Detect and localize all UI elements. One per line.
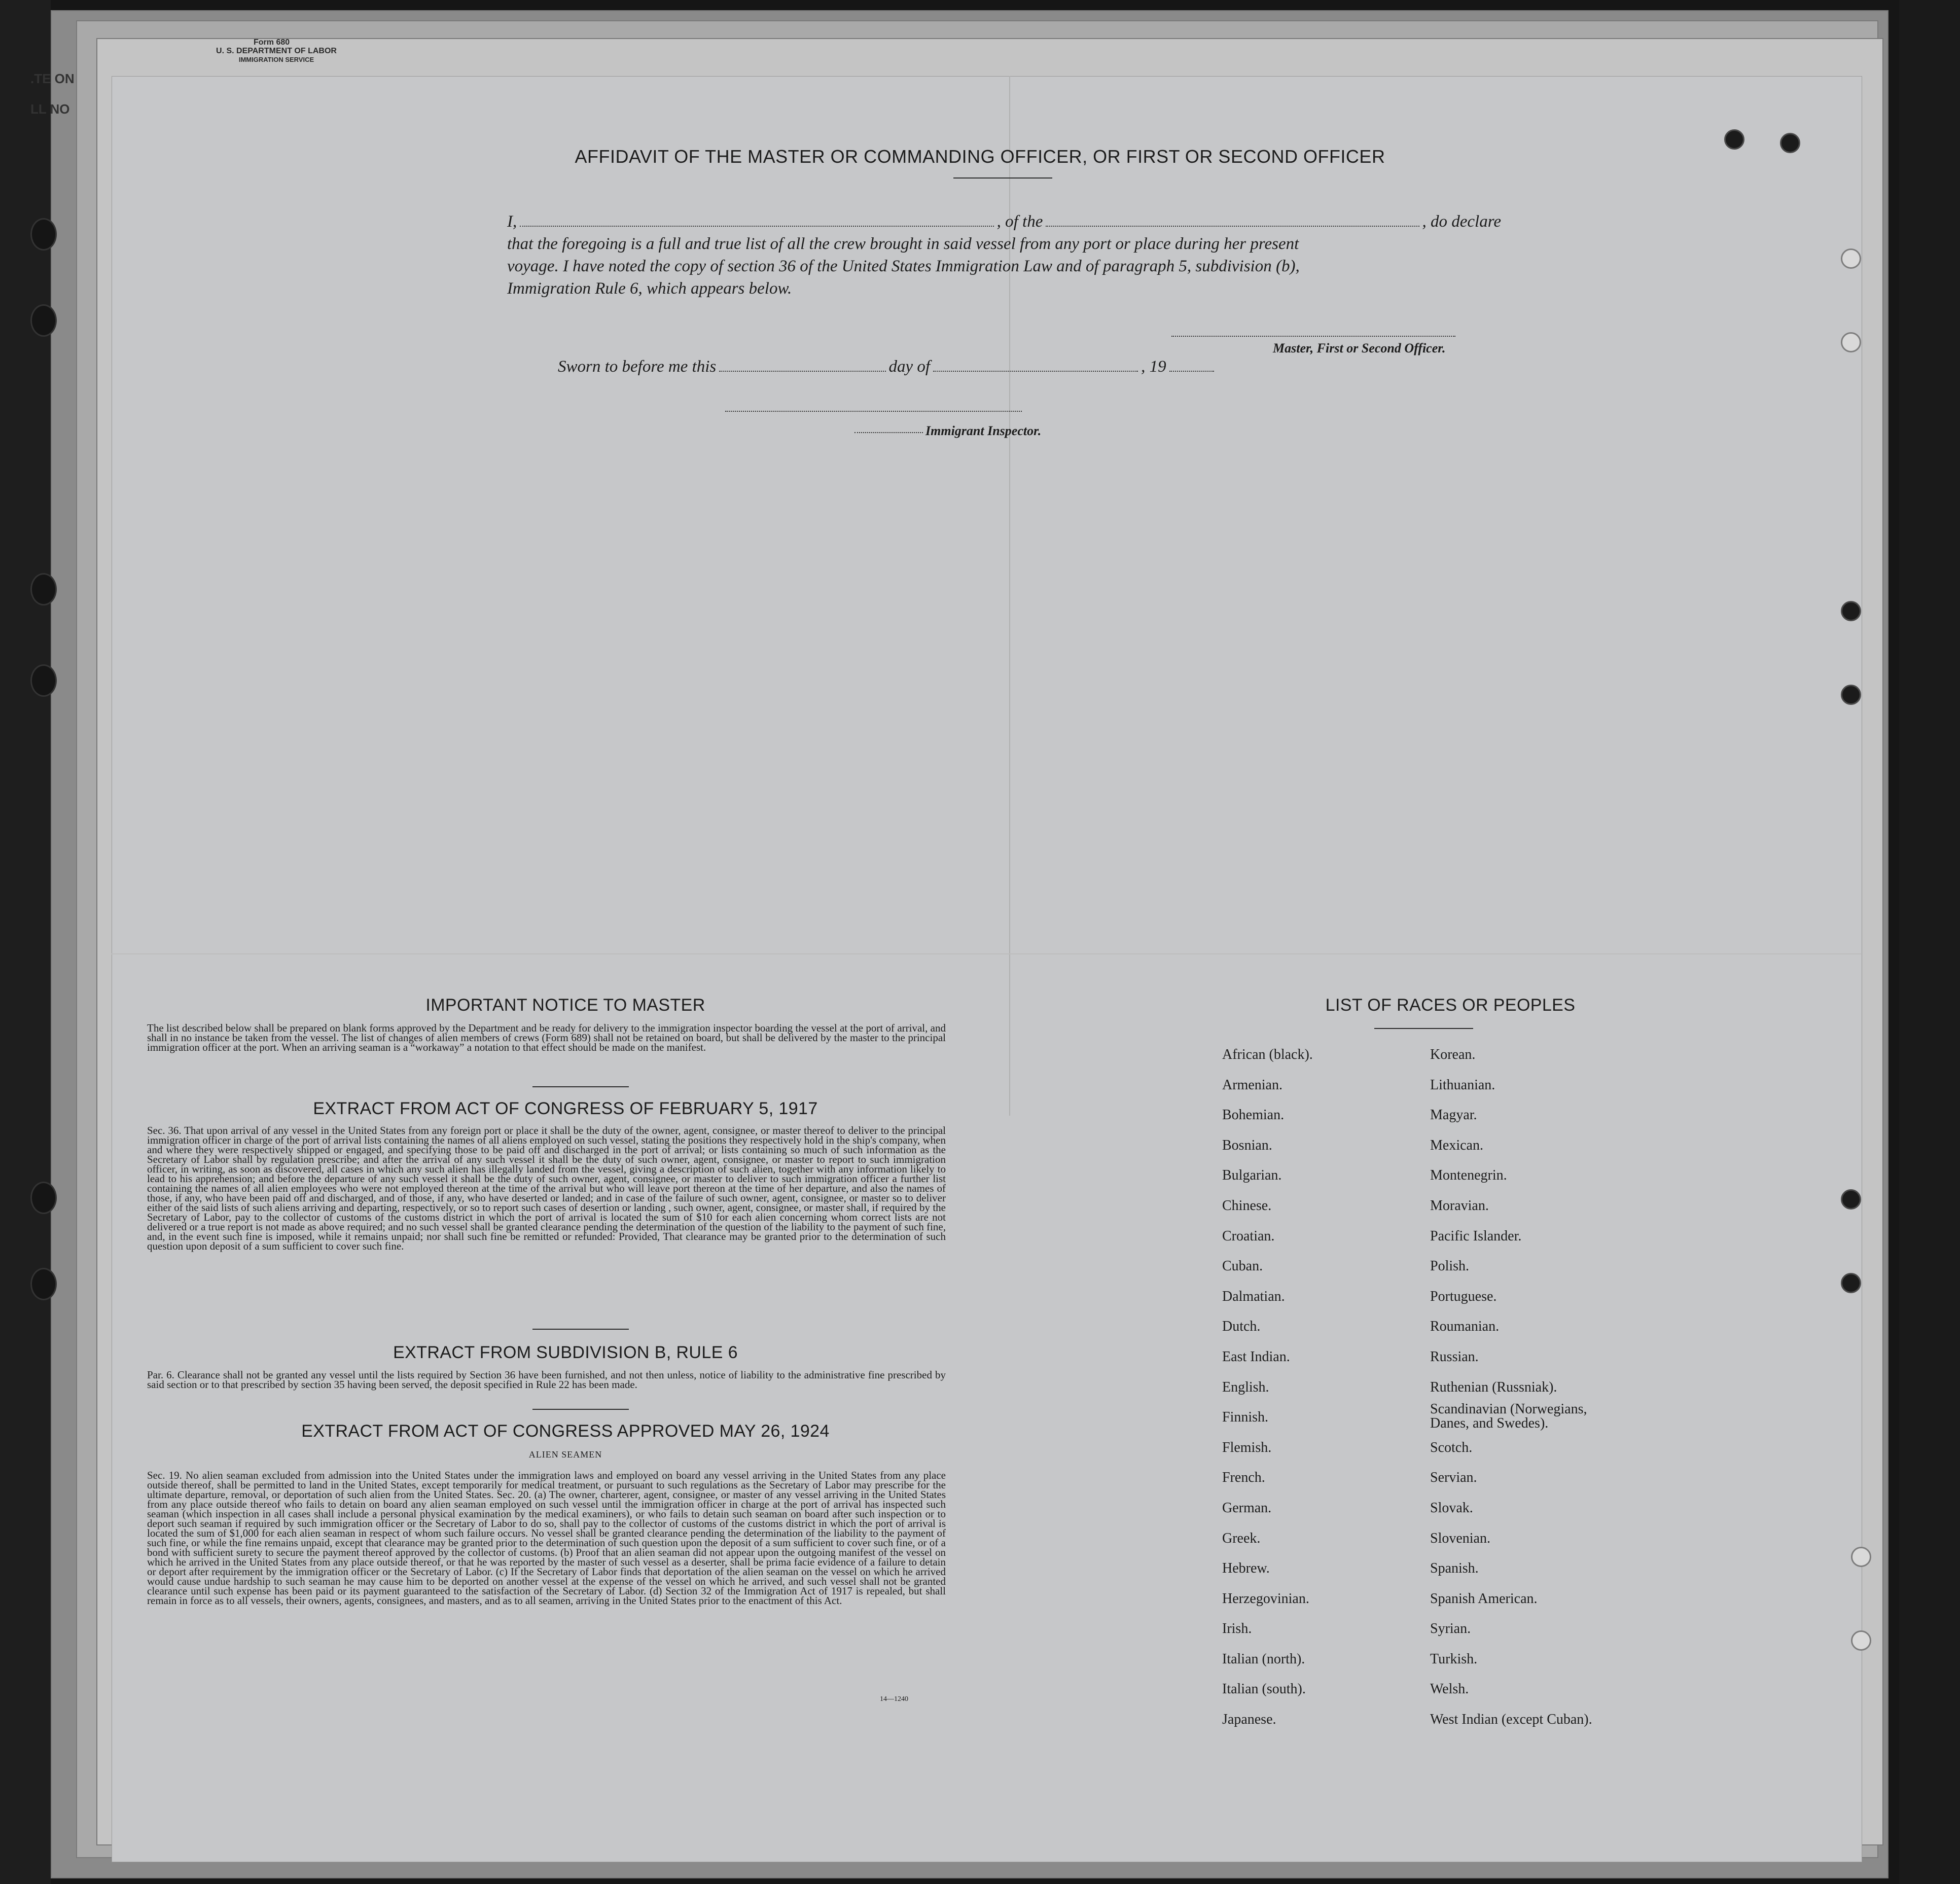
list-item: Servian. (1430, 1470, 1477, 1486)
inspector-dots (854, 431, 923, 433)
declaration-line-3: voyage. I have noted the copy of section 36 of the United States Immigration Law and of paragraph 5, subdivision (b), (507, 257, 1300, 275)
list-item: Korean. (1430, 1047, 1476, 1062)
list-item: Spanish American. (1430, 1590, 1538, 1607)
list-item: Slovenian. (1430, 1530, 1490, 1546)
inspector-signature-line[interactable] (725, 410, 1022, 412)
sworn-year-prefix: , 19 (1141, 358, 1166, 376)
binder-hole (30, 218, 57, 251)
edge-fragment: LL NO (30, 101, 70, 117)
service-name: IMMIGRATION SERVICE (238, 56, 314, 63)
list-item: Italian (north). (1222, 1651, 1305, 1667)
extract1-text: Sec. 36. That upon arrival of any vessel in the United States from any foreign port or place it shall be the duty of the owner, agent, consignee, or master thereof to deliver to the principal immigration officer in charge of the port of arrival lists containing the names of all aliens employed on such vessel, stating the positions they respectively hold in the ship's company, when and where they were respectively shipped or engaged, and specifying those to be paid off and discharged in the port of arrival; or lists containing so much of such information as the Secretary of Labor shall by regulation prescribe; and after the arrival of any such vessel it shall be the duty of such owner, agent, consignee, or master to report to such immigration officer, in writing, as soon as discovered, all cases in which any such alien has illegally landed from the vessel, giving a description of such alien, together with any information likely to lead to his apprehension; and before the departure of any such vessel it shall be the duty of such owner, agent, consignee, or master to deliver to such immigration officer a further list containing the names of all alien employees who were not employed thereon at the time of the arrival but who will leave port thereon at the time of her departure, and also the names of those, if any, who have been paid off and discharged, and of those, if any, who have deserted or landed; and in case of the failure of such owner, agent, consignee, or master so to deliver either of the said lists of such aliens arriving and departing, respectively, or so to report such cases of desertion or landing , such owner, agent, consignee, or master shall, if required by the Secretary of Labor, pay to the collector of customs of the customs district in which the port of arrival is located the sum of $10 for each alien concerning whom correct lists are not delivered or a true report is not made as above required; and no such vessel shall be granted clearance pending the determination of the question of the liability to the payment of such fine, and, in the event such fine is imposed, while it remains unpaid; nor shall such fine be remitted or refunded: Provided, That clearance may be granted prior to the determination of such question upon deposit of a sum sufficient to cover such fine. (147, 1124, 946, 1252)
binder-hole (30, 664, 57, 697)
vessel-field[interactable] (1046, 212, 1419, 227)
punch-hole (1841, 248, 1861, 269)
list-item: Pacific Islander. (1430, 1228, 1522, 1244)
list-item: Slovak. (1430, 1500, 1473, 1516)
affidavit-title: AFFIDAVIT OF THE MASTER OR COMMANDING OFFICER, OR FIRST OR SECOND OFFICER (575, 146, 1385, 167)
punch-hole (1841, 685, 1861, 705)
list-item: African (black). (1222, 1047, 1313, 1062)
notice-text: The list described below shall be prepared on blank forms approved by the Department and be ready for delivery to the immigration inspector boarding the vessel at the port of arrival, and shall in no instance be taken from the vessel. The list of changes of alien members of crews (Form 689) shall not be retained on board, but shall be delivered by the master to the principal immigration officer at the port. When an arriving seaman is a “workaway” a notation to that effect should be made on the manifest. (147, 1022, 946, 1053)
punch-hole (1851, 1547, 1871, 1567)
list-item: German. (1222, 1500, 1272, 1516)
list-item: Scandinavian (Norwegians, Danes, and Swedes). (1430, 1401, 1587, 1432)
master-signature-line[interactable] (1171, 335, 1455, 337)
extract2-title: EXTRACT FROM SUBDIVISION B, RULE 6 (393, 1343, 738, 1362)
extract3-text: Sec. 19. No alien seaman excluded from admission into the United States under the immigration laws and employed on board any vessel arriving in the United States from any place outside thereof, shall be permitted to land in the United States, except temporarily for medical treatment, or pursuant to such regulations as the Secretary of Labor may prescribe for the ultimate departure, removal, or deportation of such alien from the United States. Sec. 20. (a) The owner, charterer, agent, consignee, or master of any vessel arriving in the United States from any place outside thereof who fails to detain on board any alien seaman employed on such vessel until the immigration officer in charge at the port of arrival has inspected such seaman (which inspection in all cases shall include a personal physical examination by the medical examiners), or who fails to detain such seaman on board after such inspection or to deport such seaman if required by such immigration officer or the Secretary of Labor to do so, shall pay to the collector of customs of the customs district in which the port of arrival is located the sum of $1,000 for each alien seaman in respect of whom such failure occurs. No vessel shall be granted clearance pending the determination of the liability to the payment of such fine, or while the fine remains unpaid, except that clearance may be granted prior to the determination of such question upon the deposit of a sum sufficient to cover such fine, or of a bond with sufficient surety to secure the payment thereof approved by the collector of customs. (b) Proof that an alien seaman did not appear upon the outgoing manifest of the vessel on which he arrived in the United States from any place outside thereof, or that he was reported by the master of such vessel as a deserter, shall be prima facie evidence of a failure to detain or deport after requirement by the immigration officer or the Secretary of Labor. (c) If the Secretary of Labor finds that deportation of the alien seaman on the vessel on which he arrived would cause undue hardship to such seaman he may cause him to be deported on another vessel at the expense of the vessel on which he arrived, and such vessel shall not be granted clearance until such expense has been paid or its payment guaranteed to the satisfaction of the Secretary of Labor. (d) Section 32 of the Immigration Act of 1917 is repealed, but shall remain in force as to all vessels, their owners, agents, consignees, and masters, and as to all seamen, arriving in the United States prior to the enactment of this Act. (147, 1469, 946, 1607)
scanner-background-left (0, 0, 51, 1884)
list-item: English. (1222, 1379, 1269, 1395)
notice-title: IMPORTANT NOTICE TO MASTER (425, 996, 705, 1015)
binder-hole (30, 1182, 57, 1214)
punch-hole (1841, 1273, 1861, 1293)
list-item: Russian. (1430, 1348, 1479, 1365)
list-item: Armenian. (1222, 1077, 1282, 1093)
section-rule (532, 1086, 629, 1087)
list-item: Mexican. (1430, 1137, 1483, 1153)
form-number: Form 680 (254, 38, 290, 47)
list-item: Italian (south). (1222, 1681, 1306, 1697)
extract3-subtitle: ALIEN SEAMEN (528, 1449, 602, 1460)
list-item: Ruthenian (Russniak). (1430, 1379, 1557, 1395)
section-rule (532, 1329, 629, 1330)
races-title: LIST OF RACES OR PEOPLES (1325, 996, 1576, 1015)
list-item: Irish. (1222, 1621, 1252, 1637)
form-header (193, 38, 360, 64)
list-item: Herzegovinian. (1222, 1590, 1309, 1607)
extract3-title: EXTRACT FROM ACT OF CONGRESS APPROVED MAY 26, 1924 (301, 1421, 830, 1441)
section-rule (532, 1409, 629, 1410)
list-item: Roumanian. (1430, 1319, 1500, 1335)
declaration-i: I, (507, 212, 517, 231)
sworn-month-field[interactable] (933, 358, 1138, 372)
list-item: Finnish. (1222, 1409, 1269, 1426)
list-item: Welsh. (1430, 1681, 1469, 1697)
declaration-of-the: , of the (996, 212, 1043, 231)
races-column-2 (1430, 1040, 1613, 1735)
list-item: Bohemian. (1222, 1107, 1285, 1123)
list-item: Flemish. (1222, 1439, 1272, 1455)
inspector-label: Immigrant Inspector. (925, 423, 1042, 438)
list-item: French. (1222, 1470, 1265, 1486)
punch-hole (1851, 1630, 1871, 1651)
declaration-do-declare: , do declare (1422, 212, 1501, 231)
list-item: Syrian. (1430, 1621, 1471, 1637)
list-item: Moravian. (1430, 1197, 1489, 1214)
punch-hole (1841, 601, 1861, 621)
list-item: Montenegrin. (1430, 1167, 1507, 1184)
punch-hole (1841, 332, 1861, 352)
sworn-prefix: Sworn to before me this (558, 358, 717, 376)
sworn-day-field[interactable] (719, 358, 885, 372)
print-code: 14—1240 (880, 1695, 908, 1703)
list-item: Bulgarian. (1222, 1167, 1282, 1184)
declaration-line-2: that the foregoing is a full and true list of all the crew brought in said vessel from any port or place during her present (507, 235, 1299, 253)
punch-hole (1841, 1189, 1861, 1210)
page-fold-horizontal (112, 953, 1861, 954)
binder-hole (30, 1268, 57, 1300)
title-rule (953, 177, 1052, 179)
races-column-1 (1222, 1040, 1313, 1735)
races-rule (1374, 1028, 1473, 1029)
sworn-year-field[interactable] (1169, 358, 1214, 372)
master-signature-label: Master, First or Second Officer. (1273, 341, 1446, 356)
list-item: West Indian (except Cuban). (1430, 1712, 1592, 1728)
list-item: Hebrew. (1222, 1560, 1270, 1577)
edge-fragment: .TE ON (30, 71, 75, 86)
list-item: Japanese. (1222, 1712, 1276, 1728)
list-item: East Indian. (1222, 1348, 1290, 1365)
binder-hole (30, 304, 57, 337)
list-item: Cuban. (1222, 1258, 1263, 1274)
list-item: Portuguese. (1430, 1288, 1497, 1304)
scanner-background-right (1899, 0, 1960, 1884)
list-item: Scotch. (1430, 1439, 1473, 1455)
list-item: Spanish. (1430, 1560, 1479, 1577)
extract1-title: EXTRACT FROM ACT OF CONGRESS OF FEBRUARY 5, 1917 (313, 1099, 818, 1118)
list-item: Bosnian. (1222, 1137, 1272, 1153)
department-name: U. S. DEPARTMENT OF LABOR (216, 47, 337, 55)
list-item: Magyar. (1430, 1107, 1477, 1123)
list-item: Dalmatian. (1222, 1288, 1285, 1304)
list-item: Dutch. (1222, 1319, 1261, 1335)
list-item: Turkish. (1430, 1651, 1478, 1667)
binder-hole (30, 573, 57, 606)
list-item: Chinese. (1222, 1197, 1272, 1214)
list-item: Polish. (1430, 1258, 1470, 1274)
list-item: Lithuanian. (1430, 1077, 1495, 1093)
declaration-line-4: Immigration Rule 6, which appears below. (507, 279, 792, 298)
list-item: Greek. (1222, 1530, 1261, 1546)
declaration-text (507, 210, 1501, 300)
sworn-day-of: day of (888, 358, 931, 376)
list-item: Croatian. (1222, 1228, 1275, 1244)
name-field[interactable] (520, 212, 993, 227)
extract2-text: Par. 6. Clearance shall not be granted any vessel until the lists required by Section 36 have been furnished, and not then unless, notice of liability to the administrative fine prescribed by said section or to that prescribed by section 35 having been served, the deposit specified in Rule 22 has been made. (147, 1369, 946, 1391)
sworn-line (558, 358, 1217, 376)
